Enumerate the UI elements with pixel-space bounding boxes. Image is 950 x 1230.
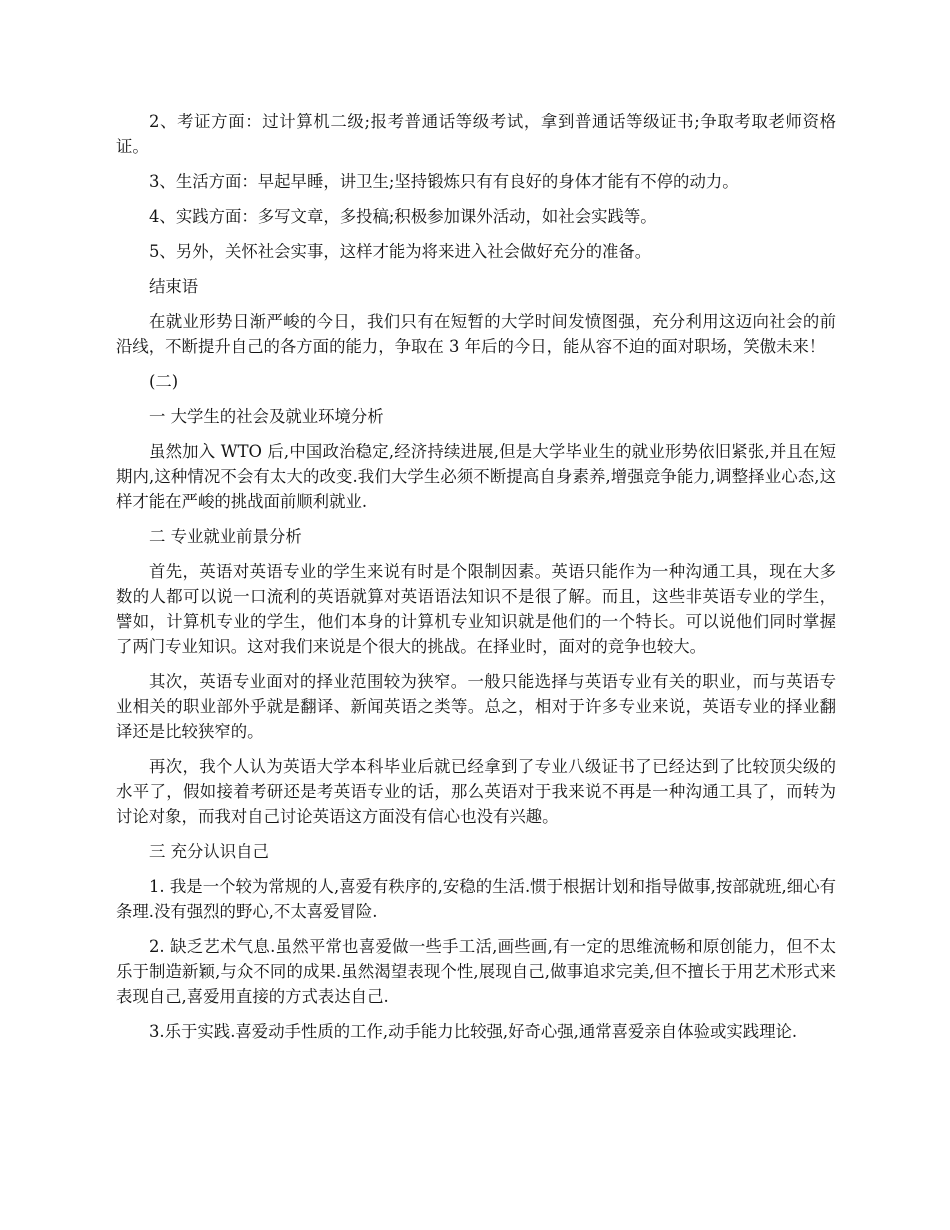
paragraph-first-factor: 首先，英语对英语专业的学生来说有时是个限制因素。英语只能作为一种沟通工具，现在大多数的人都可以说一口流利的英语就算对英语语法知识不是很了解。而且，这些非英语专业的学生，譬如，计算机专业的学生，他们本身的计算机专业知识就是他们的一个特长。可以说他们同时掌握了两门专业知识。这对我们来说是个很大的挑战。在择业时，面对的竞争也较大。 (116, 562, 836, 656)
paragraph-third-factor: 再次，我个人认为英语大学本科毕业后就已经拿到了专业八级证书了已经达到了比较顶尖级的水平了，假如接着考研还是考英语专业的话，那么英语对于我来说不再是一种沟通工具了，而转为讨论对象，而我对自己讨论英语这方面没有信心也没有兴趣。 (116, 757, 836, 826)
heading-section-two: 二 专业就业前景分析 (149, 527, 302, 546)
heading-section-one: 一 大学生的社会及就业环境分析 (149, 407, 384, 426)
paragraph-life-goals: 3、生活方面：早起早睡，讲卫生;坚持锻炼只有有良好的身体才能有不停的动力。 (149, 172, 739, 191)
paragraph-practice-goals: 4、实践方面：多写文章，多投稿;积极参加课外活动，如社会实践等。 (149, 207, 657, 226)
paragraph-self-3: 3.乐于实践.喜爱动手性质的工作,动手能力比较强,好奇心强,通常喜爱亲自体验或实践理论. (149, 1022, 798, 1041)
heading-section-three: 三 充分认识自己 (149, 842, 269, 861)
paragraph-conclusion: 在就业形势日渐严峻的今日，我们只有在短暂的大学时间发愤图强，充分利用这迈向社会的前沿线，不断提升自己的各方面的能力，争取在 3 年后的今日，能从容不迫的面对职场，笑傲未来！ (116, 312, 836, 356)
paragraph-second-factor: 其次，英语专业面对的择业范围较为狭窄。一般只能选择与英语专业有关的职业，而与英语专业相关的职业部外乎就是翻译、新闻英语之类等。总之，相对于许多专业来说，英语专业的择业翻译还是比较狭窄的。 (116, 672, 836, 741)
paragraph-employment-environment: 虽然加入 WTO 后,中国政治稳定,经济持续进展,但是大学毕业生的就业形势依旧紧张,并且在短期内,这种情况不会有太大的改变.我们大学生必须不断提高自身素养,增强竞争能力,调整择业心态,这样才能在严峻的挑战面前顺利就业. (116, 442, 836, 511)
paragraph-society-concern: 5、另外，关怀社会实事，这样才能为将来进入社会做好充分的准备。 (149, 242, 652, 261)
heading-conclusion: 结束语 (149, 277, 199, 296)
paragraph-self-1: 1. 我是一个较为常规的人,喜爱有秩序的,安稳的生活.惯于根据计划和指导做事,按部就班,细心有条理.没有强烈的野心,不太喜爱冒险. (116, 877, 836, 921)
document-page (116, 109, 836, 1054)
heading-part-two: (二) (149, 372, 179, 391)
paragraph-self-2: 2. 缺乏艺术气息.虽然平常也喜爱做一些手工活,画些画,有一定的思维流畅和原创能力，但不太乐于制造新颖,与众不同的成果.虽然渴望表现个性,展现自己,做事追求完美,但不擅长于用艺术形式来表现自己,喜爱用直接的方式表达自己. (116, 937, 836, 1006)
paragraph-cert-goals: 2、考证方面：过计算机二级;报考普通话等级考试，拿到普通话等级证书;争取考取老师资格证。 (116, 112, 836, 156)
